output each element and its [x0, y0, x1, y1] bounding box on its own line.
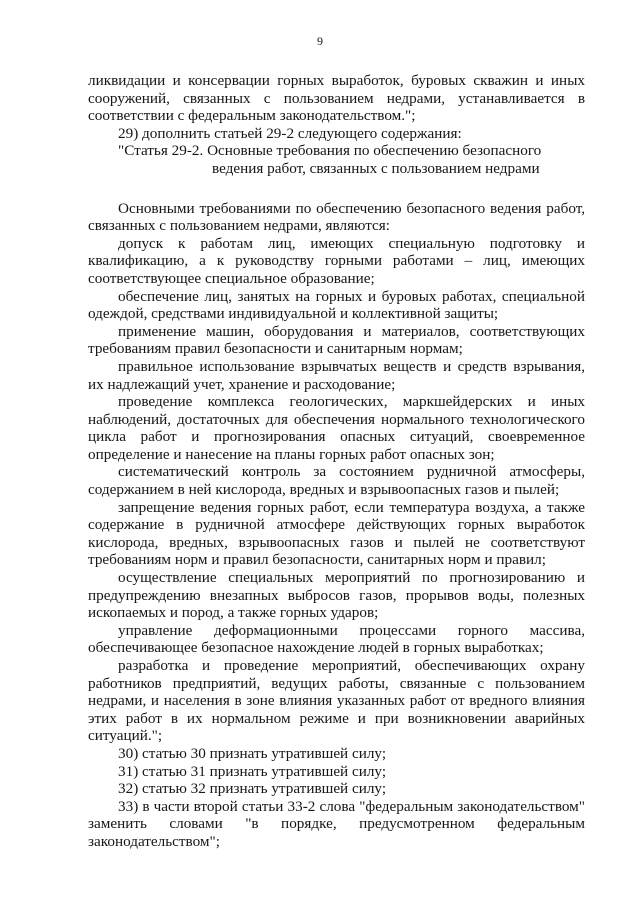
list-item: осуществление специальных мероприятий по прогнозированию и предупреждению внезапных выбросов газов, прорывов воды, полезных ископаемых и пород, а также горных ударов; [88, 569, 585, 622]
list-item: разработка и проведение мероприятий, обеспечивающих охрану работников предприятий, ведущих работы, связанные с пользованием недрами, и населения в зоне влияния указанных работ от вредного влияния этих работ в их нормальном режиме и при возникновении аварийных ситуаций."; [88, 657, 585, 745]
amendment-item: 32) статью 32 признать утратившей силу; [118, 780, 387, 798]
paragraph: ликвидации и консервации горных выработок, буровых скважин и иных сооружений, связанных с пользованием недрами, устанавливается в соответствии с федеральным законодательством."; [88, 72, 585, 125]
paragraph: Основными требованиями по обеспечению безопасного ведения работ, связанных с пользованием недрами, являются: [88, 199, 585, 235]
list-item: систематический контроль за состоянием рудничной атмосферы, содержанием в ней кислорода, вредных и взрывоопасных газов и пылей; [88, 463, 585, 499]
amendment-item: 31) статью 31 признать утратившей силу; [118, 762, 387, 780]
list-item: применение машин, оборудования и материалов, соответствующих требованиям правил безопасности и санитарным нормам; [88, 322, 585, 358]
paragraph: 29) дополнить статьей 29-2 следующего содержания: [118, 124, 462, 142]
list-item: правильное использование взрывчатых веществ и средств взрывания, их надлежащий учет, хранение и расходование; [88, 357, 585, 393]
spacer [88, 178, 585, 200]
article-heading-line1: "Статья 29-2. Основные требования по обеспечению безопасного [118, 142, 542, 160]
page-number: 9 [317, 34, 323, 48]
list-item: проведение комплекса геологических, маркшейдерских и иных наблюдений, достаточных для обеспечения нормального технологического цикла работ и прогнозирования опасных ситуаций, своевременное определение и нанесение на планы горных работ опасных зон; [88, 393, 585, 463]
list-item: допуск к работам лиц, имеющих специальную подготовку и квалификацию, а к руководству горными работами – лиц, имеющих соответствующее специальное образование; [88, 234, 585, 287]
amendment-item: 33) в части второй статьи 33-2 слова "федеральным законодательством" заменить словами "в порядке, предусмотренном федеральным законодательством"; [88, 797, 585, 850]
article-heading-line2: ведения работ, связанных с пользованием недрами [212, 159, 540, 177]
amendment-item: 30) статью 30 признать утратившей силу; [118, 744, 387, 762]
list-item: запрещение ведения горных работ, если температура воздуха, а также содержание в рудничной атмосфере действующих горных выработок кислорода, вредных, взрывоопасных газов и пылей не соответствуют требованиям норм и правил безопасности, санитарных норм и правил; [88, 498, 585, 569]
document-body [88, 72, 585, 851]
list-item: обеспечение лиц, занятых на горных и буровых работах, специальной одеждой, средствами индивидуальной и коллективной защиты; [88, 287, 585, 323]
list-item: управление деформационными процессами горного массива, обеспечивающее безопасное нахождение людей в горных выработках; [88, 621, 585, 657]
article-heading [88, 142, 585, 177]
